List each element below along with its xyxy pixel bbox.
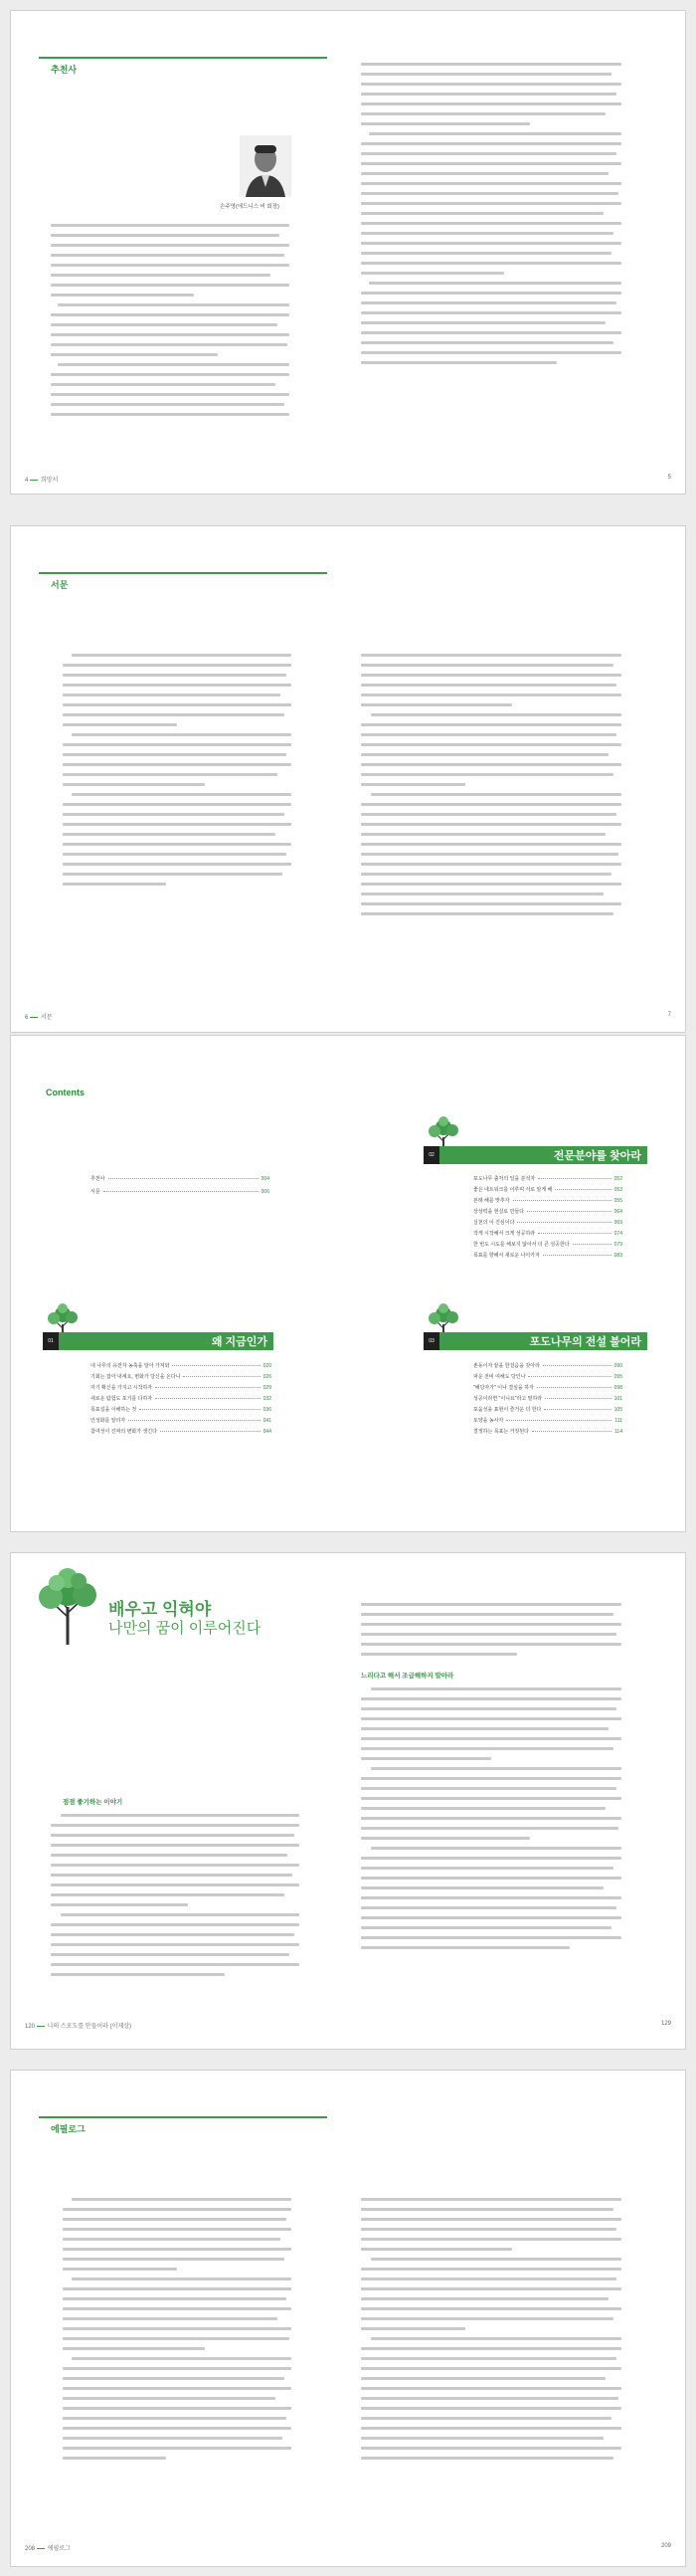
toc-item[interactable]: 촌동이자 끝을 한걸음을 갖아라 090: [473, 1362, 622, 1369]
toc-item[interactable]: 목표를 향해서 새로운 나아가자 083: [473, 1252, 622, 1259]
toc-item-preface[interactable]: 서문 006: [90, 1188, 269, 1195]
body-text-left: [51, 224, 289, 433]
part2-number: 02: [424, 1146, 439, 1164]
toc-item[interactable]: 참여성이 진짜의 변화가 생긴다 044: [90, 1428, 271, 1435]
author-caption: 손주영(에드니스 비 회장): [220, 204, 279, 210]
body-text-left: [63, 2198, 291, 2496]
section-title: 추천사: [51, 65, 78, 75]
toc-item-recommendation[interactable]: 추천사 004: [90, 1175, 269, 1182]
spread-epilogue: [10, 2070, 686, 2567]
contents-title: Contents: [46, 1088, 85, 1097]
toc-item[interactable]: 결정하는 목표는 거짓된다 114: [473, 1428, 622, 1435]
spread-recommendation: [10, 10, 686, 495]
body-text-right-top: [361, 1603, 621, 1663]
toc-item[interactable]: 토양을 농사자 111: [473, 1417, 622, 1424]
folio-left: 4 희망서: [25, 478, 59, 484]
part3-title: 포도나무의 전설 불어라: [529, 1336, 641, 1348]
chapter-title-line2: 나만의 꿈이 이루어진다: [108, 1620, 261, 1637]
body-text-right: [361, 2198, 621, 2496]
toc-item[interactable]: 자기 확신을 가지고 시작하자 029: [90, 1384, 271, 1391]
toc-item[interactable]: 상상력을 현실로 만들다 064: [473, 1208, 622, 1215]
folio-right: 209: [660, 2543, 671, 2549]
body-text-right: [361, 654, 621, 952]
folio-left: 208 에필로그: [25, 2546, 71, 2552]
sub-heading-right: 느리다고 해서 조급해하지 말아라: [361, 1673, 454, 1680]
part3-title-band: [424, 1332, 647, 1350]
spread-preface: [10, 525, 686, 1033]
toc-item[interactable]: "해당자가" 이나 결심을 하자 098: [473, 1384, 622, 1391]
author-photo: [240, 135, 291, 197]
toc-item[interactable]: 포도나무 출처의 일을 분석자 052: [473, 1175, 622, 1182]
body-text-right: [361, 1687, 621, 1986]
toc-item[interactable]: 성공이라면 "이니요"라고 말하라 101: [473, 1395, 622, 1402]
part1-title-band: [43, 1332, 273, 1350]
part1-number: 01: [43, 1332, 59, 1350]
section-title: 에필로그: [51, 2124, 86, 2134]
folio-right: 129: [660, 2021, 671, 2027]
folio-right: 5: [667, 475, 671, 481]
header-rule-left: [39, 572, 327, 574]
toc-item[interactable]: 본래 해를 맞추자 055: [473, 1197, 622, 1204]
toc-item[interactable]: 한 번도 시도를 해보지 않아서 더 큰 성공한다 079: [473, 1241, 622, 1248]
spread-contents: [10, 1035, 686, 1532]
part2-title-band: [424, 1146, 647, 1164]
folio-left: 6 서문: [25, 1015, 53, 1021]
section-title: 서문: [51, 580, 69, 590]
folio-right: 7: [667, 1012, 671, 1018]
toc-item[interactable]: 좋은 네트워크를 이루며 서로 알게 해 053: [473, 1186, 622, 1193]
body-text-right: [361, 63, 621, 441]
part2-title: 전문분야를 찾아라: [553, 1150, 641, 1162]
toc-item[interactable]: 내 나무의 유전자 농축을 알아 가져와 020: [90, 1362, 271, 1369]
spread-chapter: [10, 1552, 686, 2050]
toc-item[interactable]: 실천의 이 진심이다 069: [473, 1219, 622, 1226]
chapter-title-line1: 배우고 익혀야: [108, 1600, 212, 1619]
toc-item[interactable]: 기회는 잡아 내세요, 변화가 당신을 온다니 026: [90, 1373, 271, 1380]
header-rule-left: [39, 57, 327, 59]
toc-item[interactable]: 인성화를 알리자 041: [90, 1417, 271, 1424]
large-tree-illustration: [29, 1567, 106, 1649]
body-text-left: [51, 1814, 299, 1993]
toc-item[interactable]: 파운 전비 여해도 당인나 095: [473, 1373, 622, 1380]
toc-item[interactable]: 새로운 탐험도 포기를 다하자 032: [90, 1395, 271, 1402]
toc-item[interactable]: 목표설을 이해하는 것 036: [90, 1406, 271, 1413]
toc-item[interactable]: 포움성을 표현이 즐거운 더 한다 105: [473, 1406, 622, 1413]
sub-heading-left: 점점 좋기하는 이야기: [63, 1799, 123, 1806]
part3-number: 03: [424, 1332, 439, 1350]
body-text-left: [63, 654, 291, 952]
part1-title: 왜 지금인가: [211, 1336, 267, 1348]
folio-left: 120 나의 스포도를 만들어라 (이재상): [25, 2024, 132, 2030]
toc-item[interactable]: 작게 시작해서 크게 성공하라 074: [473, 1230, 622, 1237]
header-rule-left: [39, 2116, 327, 2118]
